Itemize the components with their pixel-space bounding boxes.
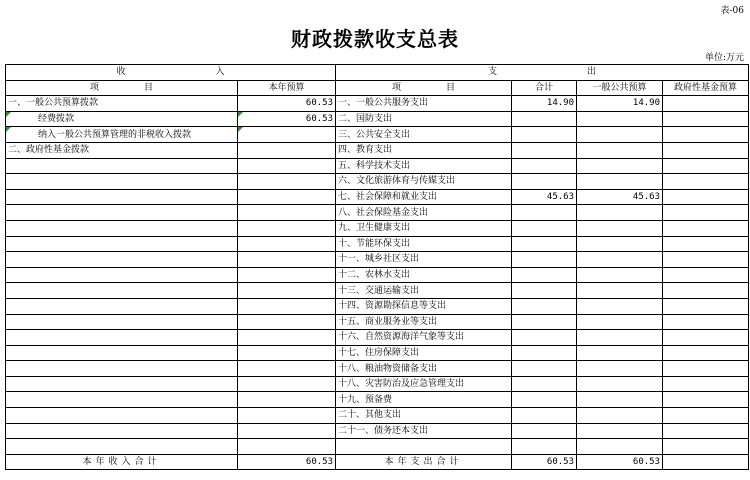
expend-total-cell xyxy=(512,330,577,346)
header-row-1 xyxy=(6,65,749,81)
expend-item-cell: 十九、预备费 xyxy=(336,392,512,408)
expend-total-cell xyxy=(512,298,577,314)
expend-fund-amount xyxy=(663,454,749,470)
table-row xyxy=(6,142,749,158)
income-amount-cell xyxy=(238,330,336,346)
expend-fund-cell xyxy=(663,267,749,283)
expend-general-header: 一般公共预算 xyxy=(577,80,663,96)
table-row xyxy=(6,330,749,346)
expend-general-cell xyxy=(577,205,663,221)
expend-fund-cell xyxy=(663,345,749,361)
expend-item-cell: 九、卫生健康支出 xyxy=(336,220,512,236)
income-amount-cell xyxy=(238,408,336,424)
expend-total-cell xyxy=(512,267,577,283)
expend-general-cell: 45.63 xyxy=(577,189,663,205)
income-amount-cell xyxy=(238,392,336,408)
income-amount-cell xyxy=(238,361,336,377)
expend-item-cell: 十五、商业服务业等支出 xyxy=(336,314,512,330)
expend-total-amount: 60.53 xyxy=(512,454,577,470)
table-row xyxy=(6,220,749,236)
expend-item-cell xyxy=(336,439,512,455)
expend-total-cell xyxy=(512,408,577,424)
income-amount-cell xyxy=(238,142,336,158)
table-row xyxy=(6,174,749,190)
table-row xyxy=(6,236,749,252)
income-item-cell xyxy=(6,158,238,174)
income-amount-cell xyxy=(238,205,336,221)
income-item-cell xyxy=(6,283,238,299)
expend-total-cell xyxy=(512,376,577,392)
income-item-cell xyxy=(6,361,238,377)
expend-total-cell xyxy=(512,439,577,455)
expend-total-cell: 45.63 xyxy=(512,189,577,205)
income-item-cell xyxy=(6,392,238,408)
expend-general-cell xyxy=(577,361,663,377)
expend-total-cell xyxy=(512,127,577,143)
expend-general-cell xyxy=(577,127,663,143)
income-item-cell xyxy=(6,174,238,190)
expend-total-cell xyxy=(512,174,577,190)
expend-general-cell xyxy=(577,267,663,283)
expend-item-cell: 五、科学技术支出 xyxy=(336,158,512,174)
expend-item-cell: 十一、城乡社区支出 xyxy=(336,252,512,268)
income-item-cell xyxy=(6,330,238,346)
expend-fund-cell xyxy=(663,174,749,190)
expend-general-cell xyxy=(577,298,663,314)
table-row xyxy=(6,376,749,392)
income-amount-cell xyxy=(238,298,336,314)
expend-total-cell xyxy=(512,283,577,299)
table-row xyxy=(6,408,749,424)
income-amount-cell xyxy=(238,252,336,268)
expend-fund-cell xyxy=(663,376,749,392)
income-item-cell xyxy=(6,205,238,221)
income-amount-cell xyxy=(238,314,336,330)
expend-general-cell xyxy=(577,158,663,174)
income-amount-cell xyxy=(238,127,336,143)
income-amount-cell xyxy=(238,236,336,252)
income-item-cell: 二、政府性基金拨款 xyxy=(6,142,238,158)
table-row xyxy=(6,205,749,221)
income-item-cell xyxy=(6,408,238,424)
income-item-cell: 一、一般公共预算拨款 xyxy=(6,96,238,112)
income-item-cell xyxy=(6,423,238,439)
income-amount-cell: 60.53 xyxy=(238,111,336,127)
expend-fund-cell xyxy=(663,439,749,455)
table-row xyxy=(6,423,749,439)
income-amount-cell xyxy=(238,439,336,455)
expend-general-cell xyxy=(577,376,663,392)
income-item-cell: 纳入一般公共预算管理的非税收入拨款 xyxy=(6,127,238,143)
expend-general-cell xyxy=(577,330,663,346)
income-amount-cell xyxy=(238,158,336,174)
expend-fund-cell xyxy=(663,314,749,330)
income-total-label: 本年收入合计 xyxy=(6,454,238,470)
expend-total-label: 本年支出合计 xyxy=(336,454,512,470)
expend-general-cell xyxy=(577,439,663,455)
income-item-cell xyxy=(6,298,238,314)
expend-general-amount: 60.53 xyxy=(577,454,663,470)
expend-item-cell: 十七、住房保障支出 xyxy=(336,345,512,361)
expend-fund-cell xyxy=(663,111,749,127)
expend-general-cell xyxy=(577,236,663,252)
expend-item-cell: 一、一般公共服务支出 xyxy=(336,96,512,112)
expend-general-cell xyxy=(577,345,663,361)
expend-fund-cell xyxy=(663,392,749,408)
expend-total-cell xyxy=(512,142,577,158)
income-amount-cell xyxy=(238,267,336,283)
table-row xyxy=(6,314,749,330)
expend-fund-cell xyxy=(663,96,749,112)
expend-fund-cell xyxy=(663,252,749,268)
table-row xyxy=(6,361,749,377)
table-row xyxy=(6,345,749,361)
income-amount-cell xyxy=(238,174,336,190)
expend-fund-cell xyxy=(663,423,749,439)
income-item-cell xyxy=(6,314,238,330)
expend-total-cell xyxy=(512,361,577,377)
table-row xyxy=(6,127,749,143)
expend-fund-cell xyxy=(663,408,749,424)
expend-fund-cell xyxy=(663,283,749,299)
expend-item-cell: 十六、自然资源海洋气象等支出 xyxy=(336,330,512,346)
expend-general-cell xyxy=(577,408,663,424)
table-row xyxy=(6,111,749,127)
expend-item-cell: 八、社会保险基金支出 xyxy=(336,205,512,221)
income-total-amount: 60.53 xyxy=(238,454,336,470)
income-budget-header: 本年预算 xyxy=(238,80,336,96)
unit-label: 单位:万元 xyxy=(704,53,744,63)
income-amount-cell xyxy=(238,189,336,205)
expend-general-cell: 14.90 xyxy=(577,96,663,112)
expend-item-cell: 十八、灾害防治及应急管理支出 xyxy=(336,376,512,392)
income-item-cell xyxy=(6,236,238,252)
expend-general-cell xyxy=(577,220,663,236)
income-amount-cell xyxy=(238,220,336,236)
expend-item-cell: 四、教育支出 xyxy=(336,142,512,158)
income-header: 收 入 xyxy=(6,65,336,81)
form-number: 表-06 xyxy=(720,6,744,16)
expend-general-cell xyxy=(577,423,663,439)
expend-item-cell: 十八、粮油物资储备支出 xyxy=(336,361,512,377)
income-item-cell xyxy=(6,267,238,283)
income-item-cell xyxy=(6,439,238,455)
table-row xyxy=(6,392,749,408)
expend-total-cell xyxy=(512,158,577,174)
expend-fund-cell xyxy=(663,298,749,314)
expend-general-cell xyxy=(577,392,663,408)
expend-item-cell: 十二、农林水支出 xyxy=(336,267,512,283)
table-row xyxy=(6,283,749,299)
expend-fund-cell xyxy=(663,330,749,346)
expend-total-cell xyxy=(512,252,577,268)
expend-item-cell: 三、公共安全支出 xyxy=(336,127,512,143)
expend-item-cell: 十、节能环保支出 xyxy=(336,236,512,252)
income-item-cell xyxy=(6,376,238,392)
expend-item-cell: 二、国防支出 xyxy=(336,111,512,127)
totals-row xyxy=(6,454,749,470)
expend-total-cell xyxy=(512,423,577,439)
expend-total-cell xyxy=(512,236,577,252)
income-amount-cell xyxy=(238,423,336,439)
expend-total-cell xyxy=(512,392,577,408)
expend-fund-cell xyxy=(663,189,749,205)
income-amount-cell xyxy=(238,283,336,299)
expend-fund-cell xyxy=(663,142,749,158)
expend-general-cell xyxy=(577,174,663,190)
expend-general-cell xyxy=(577,314,663,330)
table-row xyxy=(6,158,749,174)
expend-fund-header: 政府性基金预算 xyxy=(663,80,749,96)
income-item-cell xyxy=(6,252,238,268)
table-row xyxy=(6,298,749,314)
expend-item-cell: 二十一、债务还本支出 xyxy=(336,423,512,439)
expend-fund-cell xyxy=(663,127,749,143)
expend-total-cell xyxy=(512,220,577,236)
table-row xyxy=(6,252,749,268)
expend-total-header: 合计 xyxy=(512,80,577,96)
income-amount-cell xyxy=(238,376,336,392)
expend-item-cell: 十三、交通运输支出 xyxy=(336,283,512,299)
table-row xyxy=(6,439,749,455)
expend-item-cell: 七、社会保障和就业支出 xyxy=(336,189,512,205)
expend-total-cell xyxy=(512,205,577,221)
expend-fund-cell xyxy=(663,361,749,377)
income-item-header: 项 目 xyxy=(6,80,238,96)
table-row xyxy=(6,96,749,112)
income-amount-cell: 60.53 xyxy=(238,96,336,112)
expend-general-cell xyxy=(577,142,663,158)
income-item-cell: 经费拨款 xyxy=(6,111,238,127)
expend-item-cell: 六、文化旅游体育与传媒支出 xyxy=(336,174,512,190)
expend-item-cell: 二十、其他支出 xyxy=(336,408,512,424)
expend-item-cell: 十四、资源勘探信息等支出 xyxy=(336,298,512,314)
expend-general-cell xyxy=(577,111,663,127)
page-title: 财政拨款收支总表 xyxy=(291,27,459,51)
income-item-cell xyxy=(6,345,238,361)
table-row xyxy=(6,267,749,283)
expend-total-cell xyxy=(512,345,577,361)
expend-item-header: 项 目 xyxy=(336,80,512,96)
expend-total-cell: 14.90 xyxy=(512,96,577,112)
income-amount-cell xyxy=(238,345,336,361)
expend-total-cell xyxy=(512,111,577,127)
header-row-2 xyxy=(6,80,749,96)
expend-fund-cell xyxy=(663,205,749,221)
expend-header: 支 出 xyxy=(336,65,749,81)
expend-total-cell xyxy=(512,314,577,330)
expend-general-cell xyxy=(577,252,663,268)
income-item-cell xyxy=(6,189,238,205)
expend-fund-cell xyxy=(663,220,749,236)
expend-fund-cell xyxy=(663,236,749,252)
expend-fund-cell xyxy=(663,158,749,174)
expend-general-cell xyxy=(577,283,663,299)
budget-summary-table xyxy=(5,64,749,470)
income-item-cell xyxy=(6,220,238,236)
table-row xyxy=(6,189,749,205)
